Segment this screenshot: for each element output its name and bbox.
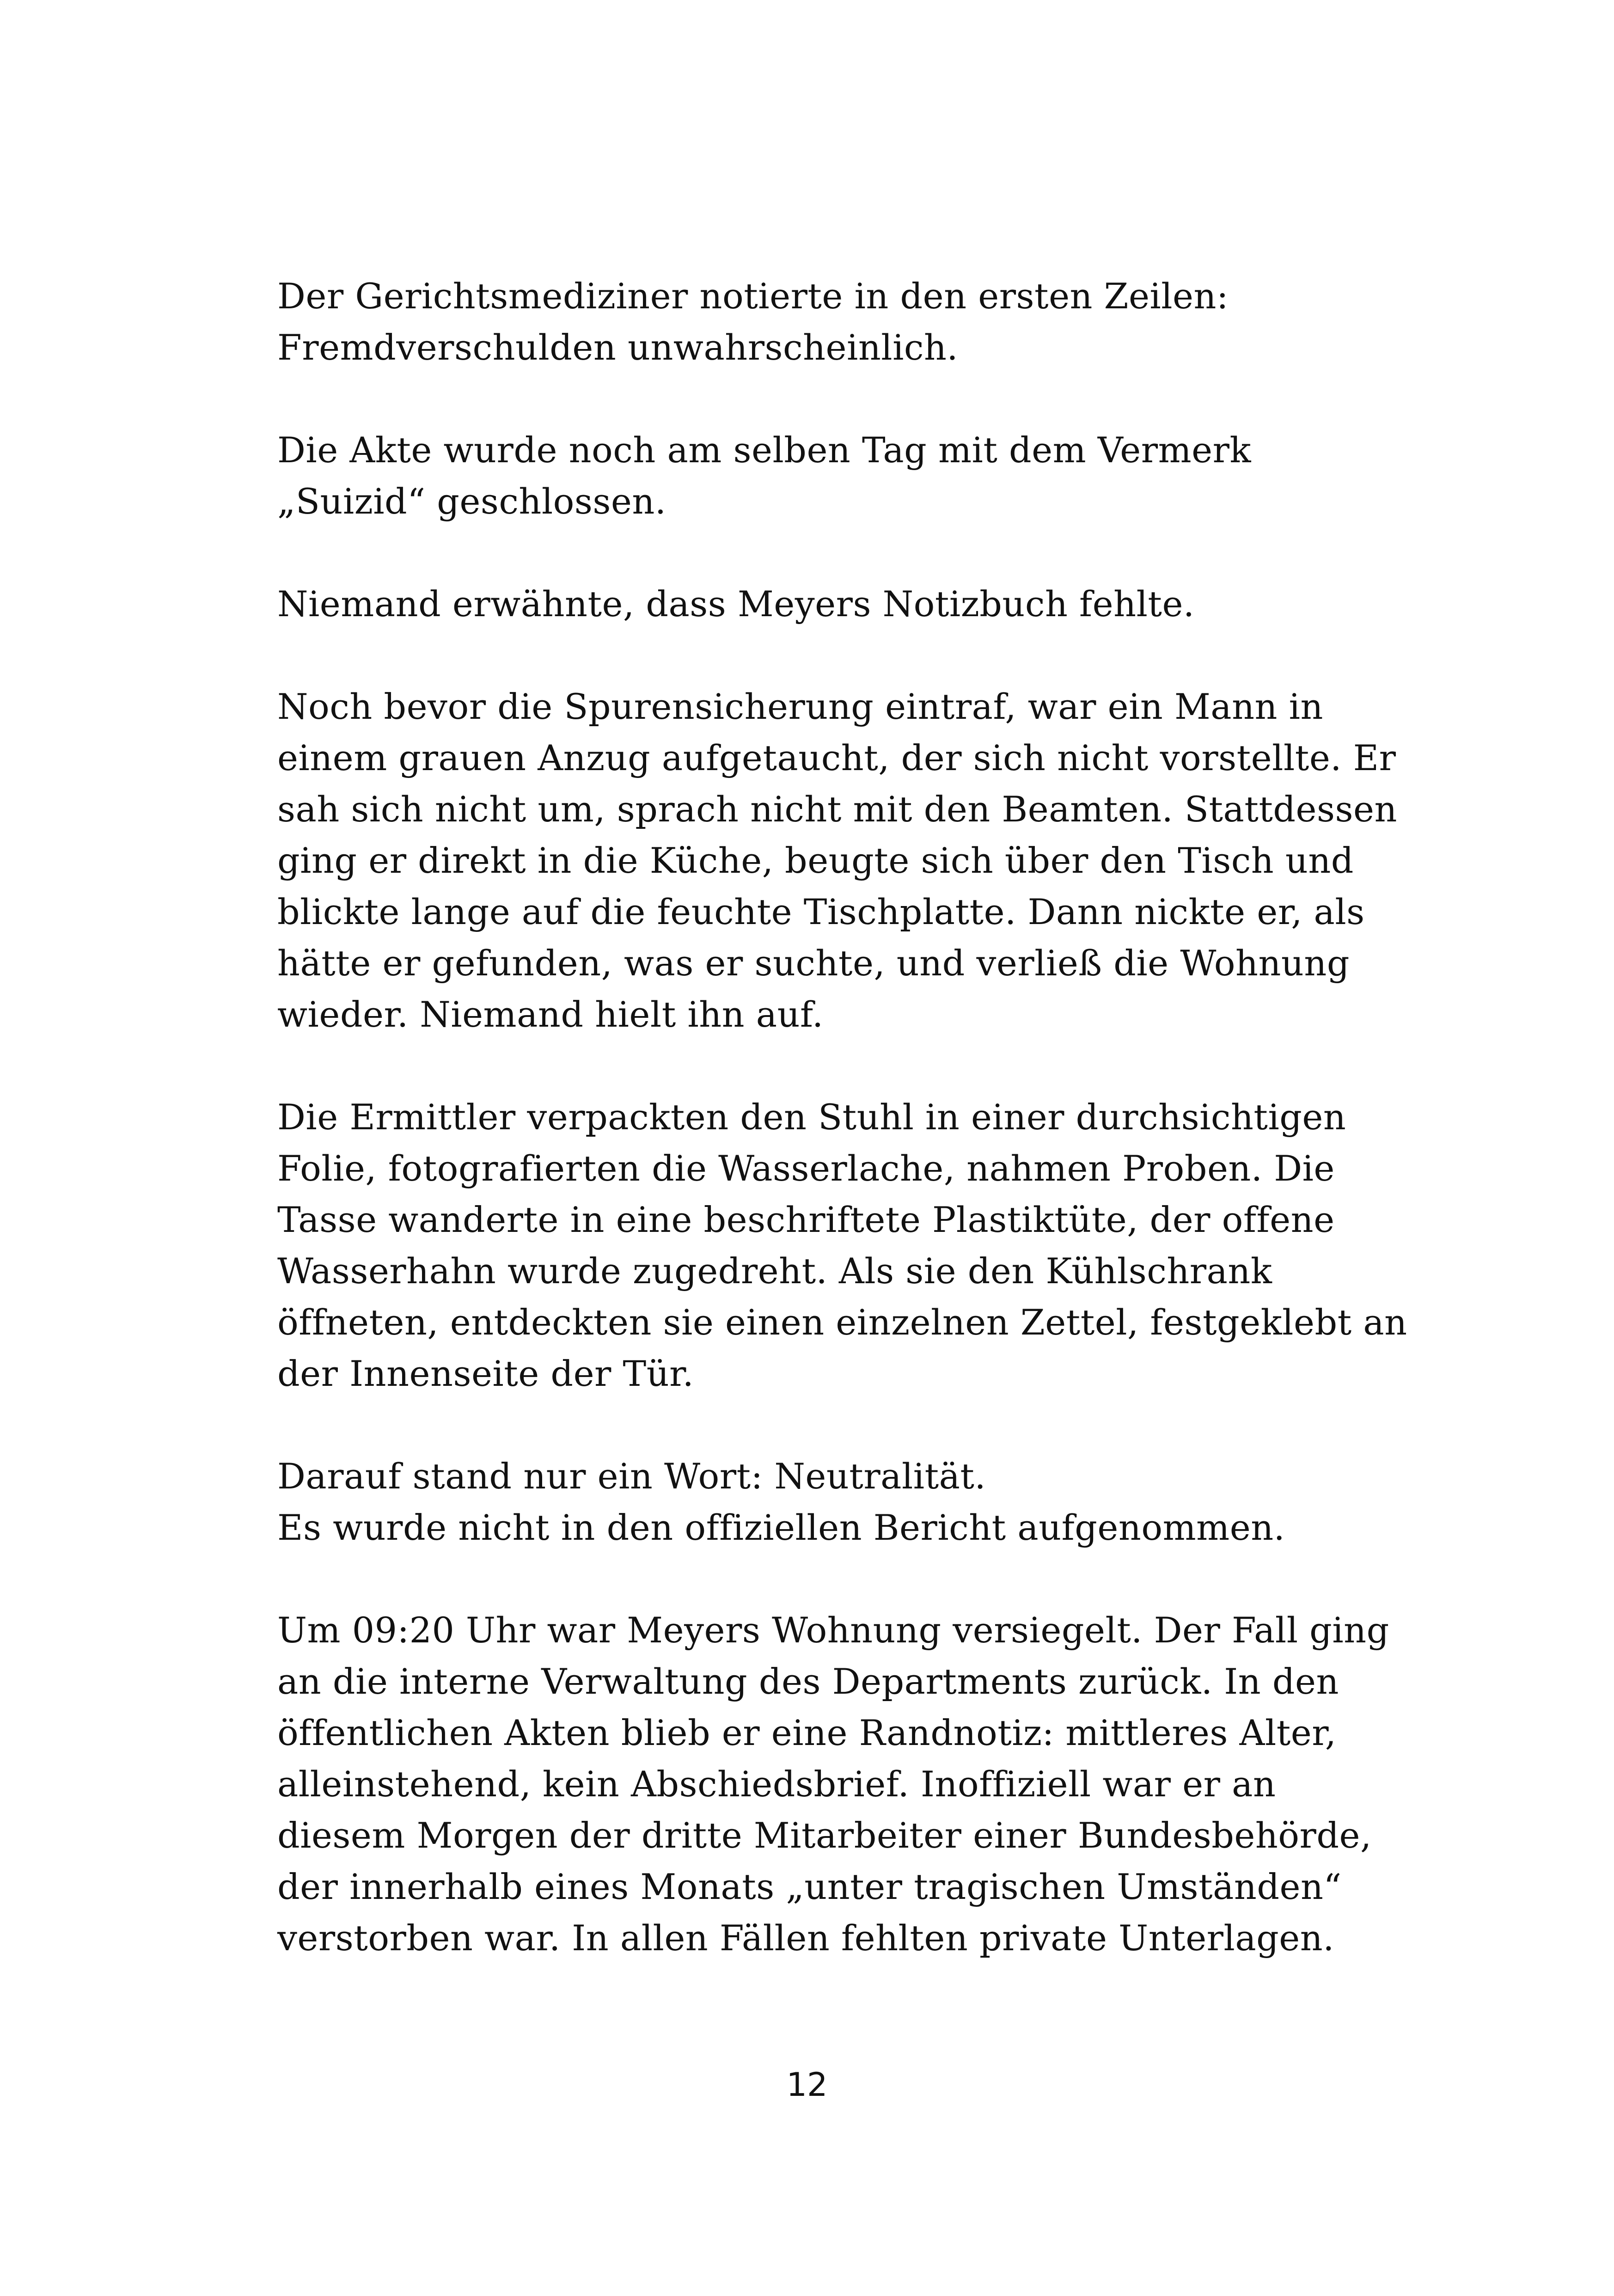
text-line: der Innenseite der Tür. [277, 1353, 694, 1394]
text-line: öffneten, entdeckten sie einen einzelnen Zettel, festgeklebt an [277, 1302, 1407, 1343]
body-text [277, 270, 1407, 2015]
text-line: Niemand erwähnte, dass Meyers Notizbuch fehlte. [277, 583, 1195, 625]
paragraph [277, 1604, 1387, 1964]
text-line: Es wurde nicht in den offiziellen Bericht aufgenommen. [277, 1507, 1285, 1548]
text-line: Darauf stand nur ein Wort: Neutralität. [277, 1456, 986, 1497]
page-number: 12 [786, 2066, 828, 2104]
text-line: Noch bevor die Spurensicherung eintraf, war ein Mann in [277, 686, 1323, 727]
text-line: einem grauen Anzug aufgetaucht, der sich nicht vorstellte. Er [277, 737, 1396, 778]
text-line: Folie, fotografierten die Wasserlache, nahmen Proben. Die [277, 1148, 1335, 1189]
text-line: wieder. Niemand hielt ihn auf. [277, 994, 824, 1035]
text-line: Fremdverschulden unwahrscheinlich. [277, 327, 959, 368]
text-line: hätte er gefunden, was er suchte, und verließ die Wohnung [277, 943, 1350, 984]
text-line: öffentlichen Akten blieb er eine Randnotiz: mittleres Alter, [277, 1712, 1337, 1753]
paragraph [277, 578, 1387, 630]
paragraph [277, 1451, 1387, 1553]
text-line: sah sich nicht um, sprach nicht mit den Beamten. Stattdessen [277, 789, 1397, 830]
text-line: Wasserhahn wurde zugedreht. Als sie den Kühlschrank [277, 1250, 1272, 1292]
text-line: ging er direkt in die Küche, beugte sich über den Tisch und [277, 840, 1354, 881]
text-line: „Suizid“ geschlossen. [277, 481, 666, 522]
text-line: Die Akte wurde noch am selben Tag mit dem Vermerk [277, 429, 1252, 471]
text-line: an die interne Verwaltung des Departments zurück. In den [277, 1661, 1339, 1702]
text-line: diesem Morgen der dritte Mitarbeiter einer Bundesbehörde, [277, 1815, 1372, 1856]
paragraph [277, 424, 1387, 527]
paragraph [277, 1091, 1407, 1399]
text-line: Um 09:20 Uhr war Meyers Wohnung versiegelt. Der Fall ging [277, 1610, 1389, 1651]
paragraph [277, 681, 1397, 1040]
text-line: blickte lange auf die feuchte Tischplatte. Dann nickte er, als [277, 891, 1365, 932]
paragraph [277, 270, 1387, 373]
text-line: Tasse wanderte in eine beschriftete Plastiktüte, der offene [277, 1199, 1335, 1240]
text-line: der innerhalb eines Monats „unter tragischen Umständen“ [277, 1866, 1342, 1907]
text-line: verstorben war. In allen Fällen fehlten private Unterlagen. [277, 1917, 1334, 1959]
text-line: alleinstehend, kein Abschiedsbrief. Inoffiziell war er an [277, 1763, 1276, 1805]
text-line: Die Ermittler verpackten den Stuhl in einer durchsichtigen [277, 1096, 1346, 1138]
text-line: Der Gerichtsmediziner notierte in den ersten Zeilen: [277, 276, 1229, 317]
